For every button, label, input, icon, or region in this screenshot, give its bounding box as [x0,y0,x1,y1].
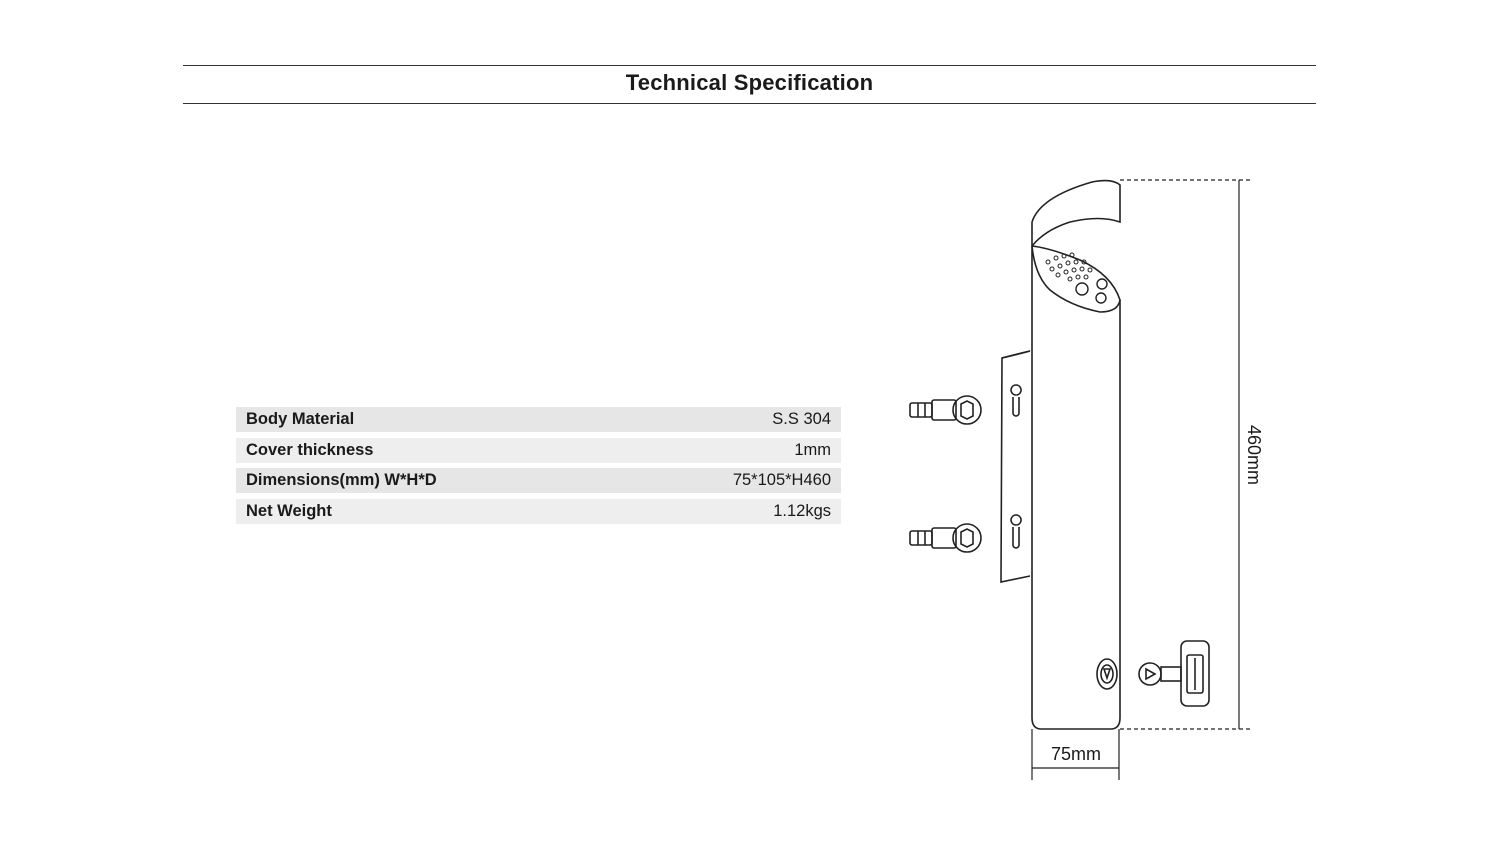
spec-value: 1mm [794,440,831,459]
cover-hood [1032,181,1120,246]
ashtray-tube [1032,181,1120,729]
ash-plate-holes [1046,253,1107,303]
spec-label: Body Material [246,410,355,428]
keyhole-slot-top [1011,385,1021,416]
key-icon [1139,641,1209,706]
spec-value: 75*105*H460 [732,471,831,489]
spec-value: 1.12kgs [773,501,831,520]
screw-top-icon [910,396,981,424]
screw-bottom-icon [910,524,981,552]
spec-value: S.S 304 [772,410,831,428]
wall-bracket [1001,351,1030,582]
height-dimension [1120,180,1250,729]
height-label: 460mm [1244,424,1264,486]
spec-label: Cover thickness [246,440,374,459]
page-title: Technical Specification [625,70,874,95]
width-label: 75mm [1050,744,1102,764]
keyhole-slot-bottom [1011,515,1021,548]
spec-label: Dimensions(mm) W*H*D [246,471,437,489]
spec-label: Net Weight [246,501,332,520]
lock-icon [1097,659,1117,689]
